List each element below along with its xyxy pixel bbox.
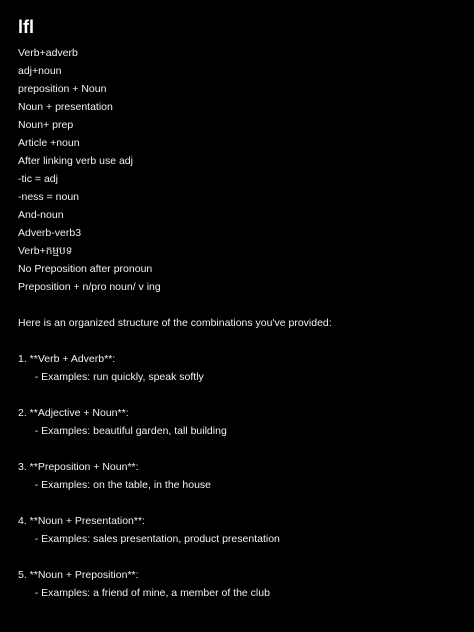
note-line: Verb+adverb bbox=[18, 47, 78, 59]
list-example: - Examples: sales presentation, product presentation bbox=[26, 533, 280, 545]
list-example: - Examples: a friend of mine, a member of the club bbox=[26, 587, 270, 599]
blank-line bbox=[18, 548, 462, 566]
note-line: preposition + Noun bbox=[18, 83, 107, 95]
list-heading: 3. **Preposition + Noun**: bbox=[18, 461, 139, 473]
list-heading: 4. **Noun + Presentation**: bbox=[18, 515, 145, 527]
note-line: -tic = adj bbox=[18, 173, 58, 185]
blank-line bbox=[18, 440, 462, 458]
note-line: Verb+កម្មបទ bbox=[18, 245, 73, 257]
list-example: - Examples: beautiful garden, tall building bbox=[26, 425, 227, 437]
note-line: Article +noun bbox=[18, 137, 80, 149]
list-heading: 1. **Verb + Adverb**: bbox=[18, 353, 116, 365]
list-example: - Examples: on the table, in the house bbox=[26, 479, 212, 491]
note-line: Preposition + n/pro noun/ v ing bbox=[18, 281, 161, 293]
note-line: -ness = noun bbox=[18, 191, 80, 203]
blank-line bbox=[18, 386, 462, 404]
note-line: No Preposition after pronoun bbox=[18, 263, 153, 275]
note-line: And-noun bbox=[18, 209, 64, 221]
list-example: - Examples: run quickly, speak softly bbox=[26, 371, 204, 383]
list-heading: 5. **Noun + Preposition**: bbox=[18, 569, 139, 581]
note-line: Noun + presentation bbox=[18, 101, 113, 113]
blank-line bbox=[18, 296, 462, 314]
blank-line bbox=[18, 494, 462, 512]
blank-line bbox=[18, 332, 462, 350]
note-line: Adverb-verb3 bbox=[18, 227, 82, 239]
note-line: After linking verb use adj bbox=[18, 155, 133, 167]
note-line: adj+noun bbox=[18, 65, 62, 77]
note-title[interactable]: lfl bbox=[18, 17, 34, 37]
list-heading: 2. **Adjective + Noun**: bbox=[18, 407, 129, 419]
intro-line: Here is an organized structure of the combinations you've provided: bbox=[18, 317, 332, 329]
note-body[interactable] bbox=[18, 16, 462, 602]
note-line: Noun+ prep bbox=[18, 119, 74, 131]
